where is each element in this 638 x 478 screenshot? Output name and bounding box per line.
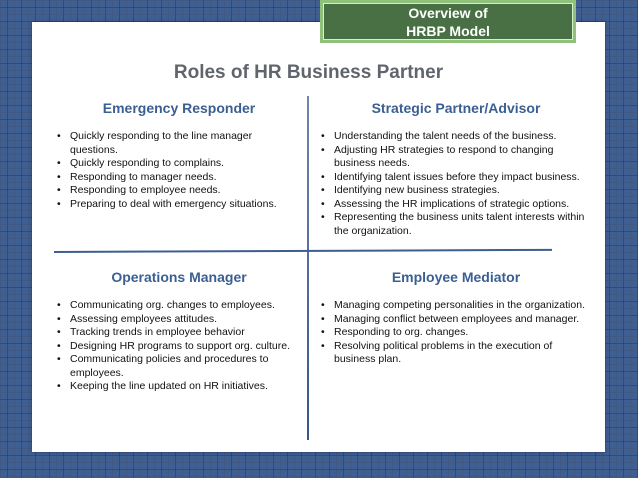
list-item: • Assessing employees attitudes. (56, 313, 302, 327)
list-item: • Identifying new business strategies. (320, 184, 592, 198)
overview-badge-inner (323, 3, 573, 40)
quadrant-heading: Strategic Partner/Advisor (371, 100, 541, 116)
list-item: • Responding to employee needs. (56, 184, 302, 198)
bullet-list (320, 130, 592, 238)
list-item: • Understanding the talent needs of the business. (320, 130, 592, 144)
quadrant-heading: Operations Manager (111, 269, 247, 285)
list-item: • Resolving political problems in the execution of business plan. (320, 340, 592, 367)
list-item: • Representing the business units talent interests within the organization. (320, 211, 592, 238)
list-item: • Preparing to deal with emergency situations. (56, 198, 302, 212)
list-item: • Communicating org. changes to employees. (56, 299, 302, 313)
list-item: • Responding to manager needs. (56, 171, 302, 185)
badge-line-1: Overview of (408, 5, 488, 21)
bullet-list (320, 299, 592, 367)
list-item: • Keeping the line updated on HR initiatives. (56, 380, 302, 394)
quadrant-heading: Emergency Responder (102, 100, 256, 116)
page-title: Roles of HR Business Partner (173, 62, 444, 83)
list-item: • Managing competing personalities in the organization. (320, 299, 592, 313)
overview-badge (320, 0, 576, 43)
bullet-list (56, 130, 302, 211)
list-item: • Assessing the HR implications of strategic options. (320, 198, 592, 212)
bullet-list (56, 299, 302, 394)
quadrant-strategic-partner (320, 100, 592, 238)
quadrant-heading: Employee Mediator (391, 269, 521, 285)
list-item: • Identifying talent issues before they impact business. (320, 171, 592, 185)
list-item: • Quickly responding to the line manager questions. (56, 130, 302, 157)
badge-line-2: HRBP Model (406, 23, 490, 39)
quadrant-employee-mediator (320, 269, 592, 367)
quadrant-emergency-responder (56, 100, 302, 211)
list-item: • Tracking trends in employee behavior (56, 326, 302, 340)
list-item: • Designing HR programs to support org. culture. (56, 340, 302, 354)
list-item: • Managing conflict between employees and manager. (320, 313, 592, 327)
list-item: • Communicating policies and procedures to employees. (56, 353, 302, 380)
list-item: • Adjusting HR strategies to respond to changing business needs. (320, 144, 592, 171)
quadrant-operations-manager (56, 269, 302, 394)
list-item: • Responding to org. changes. (320, 326, 592, 340)
vertical-divider (307, 96, 309, 440)
list-item: • Quickly responding to complains. (56, 157, 302, 171)
